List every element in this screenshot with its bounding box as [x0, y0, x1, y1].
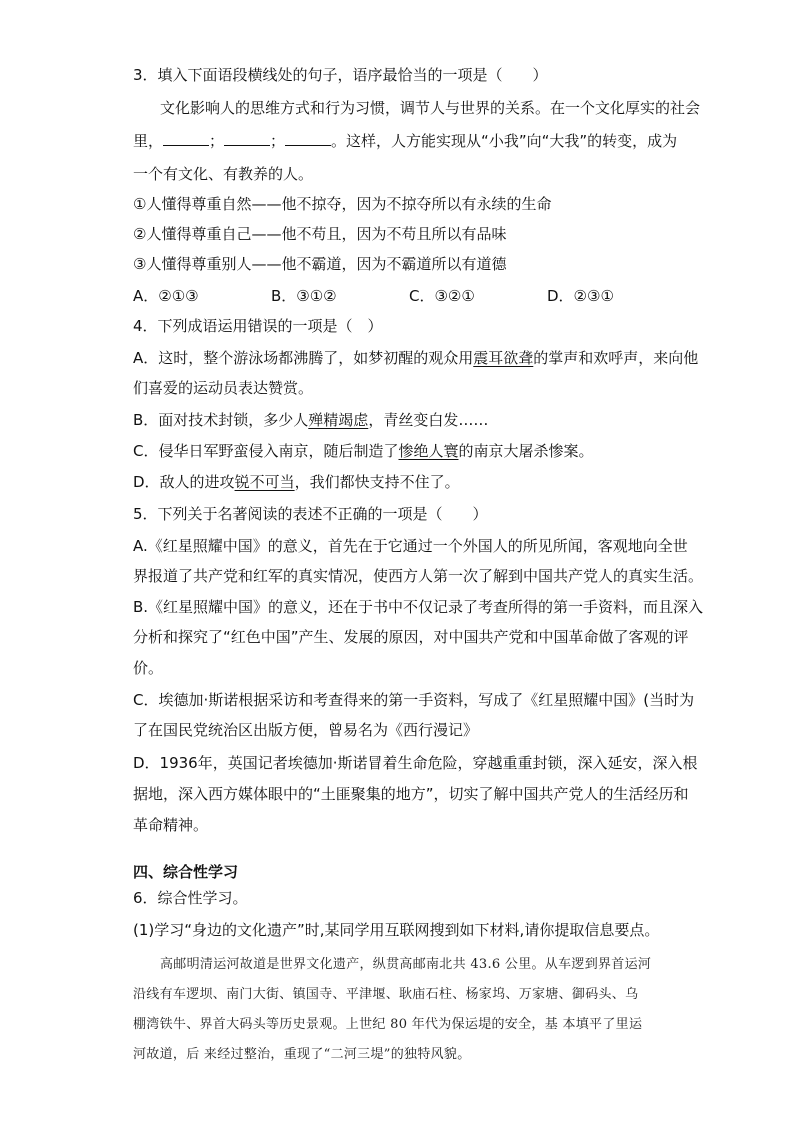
q4-stem: 4．下列成语运用错误的一项是（ ）: [133, 317, 383, 335]
q3-sep-2: ；: [270, 132, 286, 150]
q4-a-text: A．这时，整个游泳场都沸腾了，如梦初醒的观众用: [133, 349, 474, 367]
q5-option-c-line2: 了在国民党统治区出版方便，曾易名为《西行漫记》: [133, 721, 479, 739]
q4-b-idiom: 殚精竭虑: [308, 411, 369, 429]
material-line-3: 棚湾铁牛、界首大码头等历史景观。上世纪 80 年代为保运堤的安全，基 本填平了里运: [133, 1017, 643, 1032]
q4-option-b: [133, 410, 488, 430]
q3-option-b: B．③①②: [271, 287, 337, 305]
q5-option-d-line1: D．1936年，英国记者埃德加·斯诺冒着生命危险，穿越重重封锁，深入延安，深入根: [133, 754, 698, 772]
q4-a-idiom: 震耳欲聋: [473, 349, 534, 367]
q4-d-text-end: ，我们都快支持不住了。: [294, 473, 460, 491]
q3-option-a: A．②①③: [133, 287, 199, 305]
material-line-4: 河故道，后 来经过整治，重现了“二河三堤”的独特风貌。: [133, 1047, 471, 1062]
q5-option-b-line2: 分析和探究了“红色中国”产生、发展的原因，对中国共产党和中国革命做了客观的评: [133, 628, 689, 646]
q3-passage-start: 里，: [133, 132, 164, 150]
q5-option-d-line3: 革命精神。: [133, 816, 209, 834]
q4-b-text-end: ，青丝变白发……: [368, 411, 489, 429]
q3-passage-line2: [133, 131, 677, 151]
q4-d-idiom: 锐不可当: [234, 473, 295, 491]
q3-passage-line1: 文化影响人的思维方式和行为习惯，调节人与世界的关系。在一个文化厚实的社会: [160, 99, 701, 117]
q4-option-c: [133, 441, 594, 461]
material-line-1: 高邮明清运河故道是世界文化遗产，纵贯高邮南北共 43.6 公里。从车逻到界首运河: [160, 957, 652, 972]
blank-3: [285, 131, 331, 146]
q6-stem: 6．综合性学习。: [133, 889, 248, 907]
blank-1: [163, 131, 209, 146]
q5-stem: 5．下列关于名著阅读的表述不正确的一项是（ ）: [133, 505, 488, 523]
blank-2: [224, 131, 270, 146]
q3-options: [133, 286, 685, 306]
q5-option-b-line3: 价。: [133, 659, 164, 677]
q5-option-a-line2: 界报道了共产党和红军的真实情况，使西方人第一次了解到中国共产党人的真实生活。: [133, 567, 704, 585]
material-line-2: 沿线有车逻坝、南门大街、镇国寺、平津堰、耿庙石柱、杨家坞、万家塘、御码头、乌: [133, 987, 639, 1002]
q4-c-text-end: 的南京大屠杀惨案。: [458, 442, 594, 460]
q4-b-text: B．面对技术封锁，多少人: [133, 411, 309, 429]
q4-option-a-line2: 们喜爱的运动员表达赞赏。: [133, 379, 314, 397]
section-heading: 四、综合性学习: [133, 863, 239, 881]
q4-d-text: D．敌人的进攻: [133, 473, 235, 491]
q3-item-2: ②人懂得尊重自己——他不苟且，因为不苟且所以有品味: [133, 225, 507, 243]
q4-option-d: [133, 472, 460, 492]
q3-option-c: C．③②①: [409, 287, 475, 305]
q3-sep-1: ；: [209, 132, 225, 150]
q3-item-3: ③人懂得尊重别人——他不霸道，因为不霸道所以有道德: [133, 255, 507, 273]
q5-option-b-line1: B.《红星照耀中国》的意义，还在于书中不仅记录了考查所得的第一手资料，而且深入: [133, 598, 704, 616]
q3-option-d: D．②③①: [547, 287, 614, 305]
q4-option-a-line1: [133, 348, 698, 368]
q3-stem: 3．填入下面语段横线处的句子，语序最恰当的一项是（ ）: [133, 66, 548, 84]
q3-item-1: ①人懂得尊重自然——他不掠夺，因为不掠夺所以有永续的生命: [133, 195, 552, 213]
q6-sub-question-1: (1)学习“身边的文化遗产”时,某同学用互联网搜到如下材料,请你提取信息要点。: [133, 921, 660, 939]
q5-option-a-line1: A.《红星照耀中国》的意义，首先在于它通过一个外国人的所见所闻，客观地向全世: [133, 537, 688, 555]
q5-option-c-line1: C．埃德加·斯诺根据采访和考查得来的第一手资料，写成了《红星照耀中国》(当时为: [133, 691, 695, 709]
q4-a-text-end: 的掌声和欢呼声，来向他: [533, 349, 699, 367]
q5-option-d-line2: 据地，深入西方媒体眼中的“土匪聚集的地方”，切实了解中国共产党人的生活经历和: [133, 785, 689, 803]
q4-c-text: C．侵华日军野蛮侵入南京，随后制造了: [133, 442, 399, 460]
q3-passage-line3: 一个有文化、有教养的人。: [133, 165, 314, 183]
q3-passage-rest: 。这样，人方能实现从“小我”向“大我”的转变，成为: [331, 132, 678, 150]
q4-c-idiom: 惨绝人寰: [398, 442, 459, 460]
